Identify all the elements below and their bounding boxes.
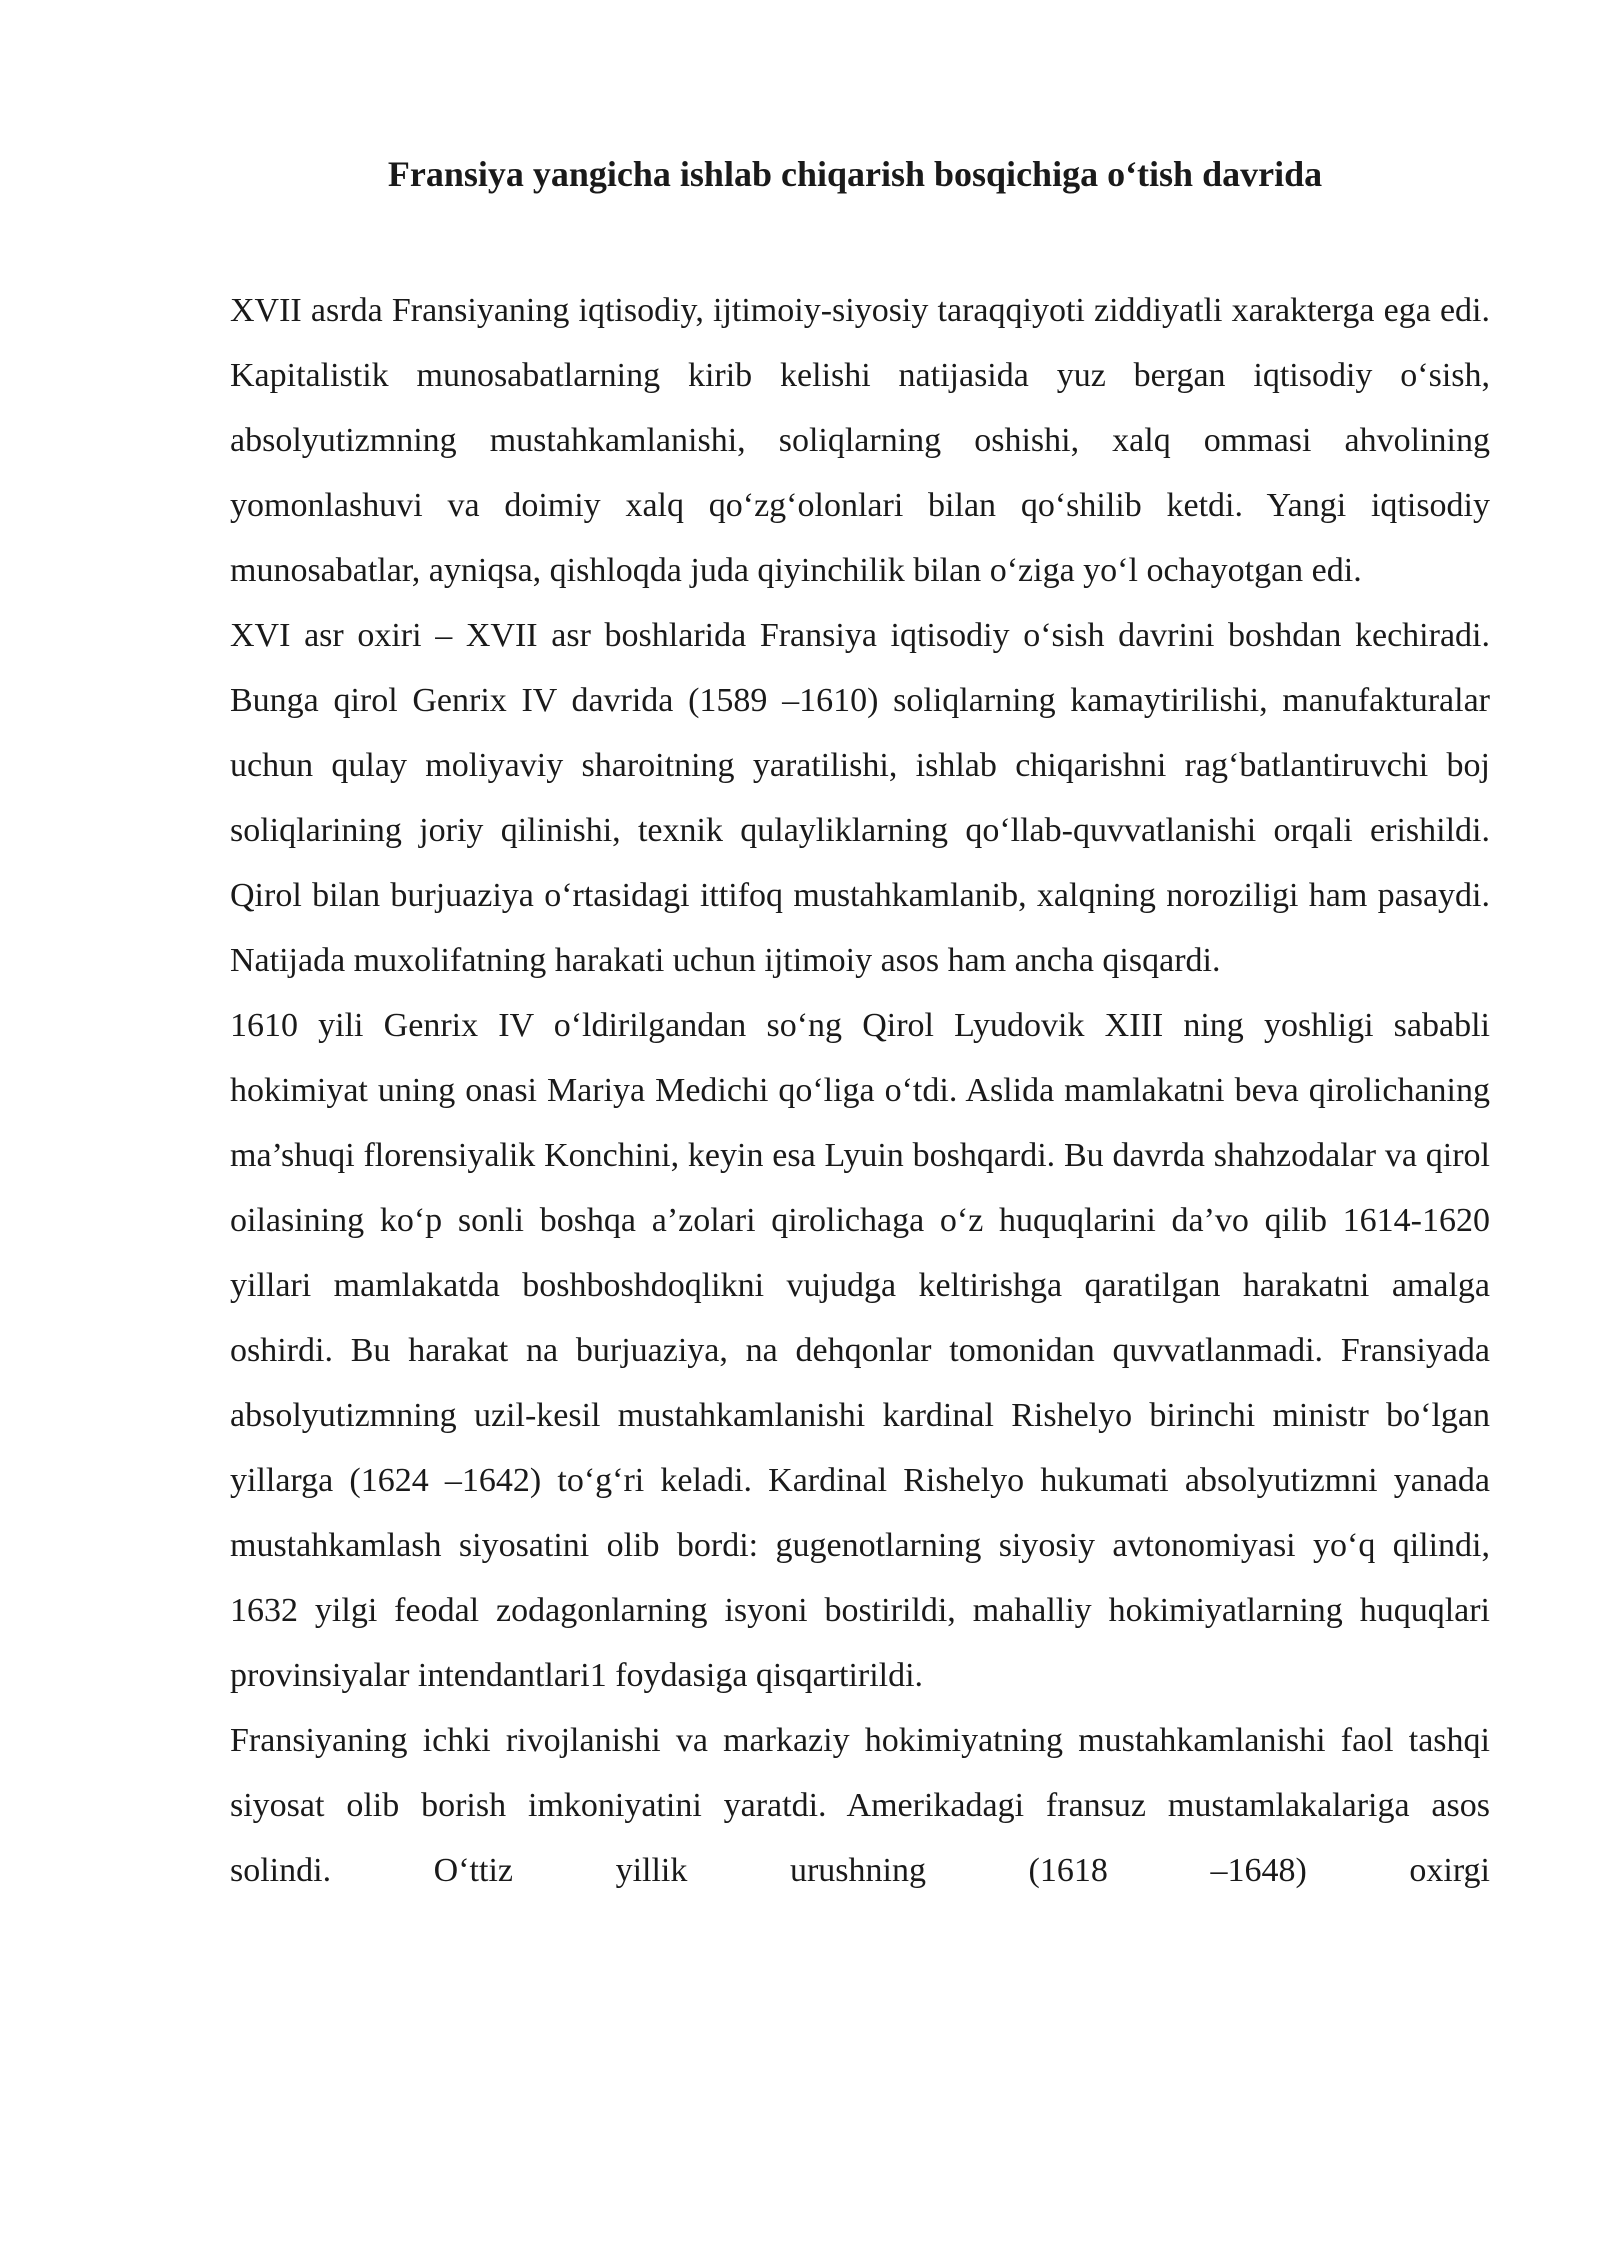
document-body bbox=[230, 278, 1490, 1903]
paragraph-3: 1610 yili Genrix IV o‘ldirilgandan so‘ng Qirol Lyudovik XIII ning yoshligi sababli hokimiyat uning onasi Mariya Medichi qo‘liga o‘tdi. Aslida mamlakatni beva qirolichaning ma’shuqi florensiyalik Konchini, keyin esa Lyuin boshqardi. Bu davrda shahzodalar va qirol oilasining ko‘p sonli boshqa a’zolari qirolichaga o‘z huquqlarini da’vo qilib 1614-1620 yillari mamlakatda boshboshdoqlikni vujudga keltirishga qaratilgan harakatni amalga oshirdi. Bu harakat na burjuaziya, na dehqonlar tomonidan quvvatlanmadi. Fransiyada absolyutizmning uzil-kesil mustahkamlanishi kardinal Rishelyo birinchi ministr bo‘lgan yillarga (1624 –1642) to‘g‘ri keladi. Kardinal Rishelyo hukumati absolyutizmni yanada mustahkamlash siyosatini olib bordi: gugenotlarning siyosiy avtonomiyasi yo‘q qilindi, 1632 yilgi feodal zodagonlarning isyoni bostirildi, mahalliy hokimiyatlarning huquqlari provinsiyalar intendantlari1 foydasiga qisqartirildi. bbox=[230, 1007, 1490, 1694]
paragraph-2: XVI asr oxiri – XVII asr boshlarida Fransiya iqtisodiy o‘sish davrini boshdan kechiradi. Bunga qirol Genrix IV davrida (1589 –1610) soliqlarning kamaytirilishi, manufakturalar uchun qulay moliyaviy sharoitning yaratilishi, ishlab chiqarishni rag‘batlantiruvchi boj soliqlarining joriy qilinishi, texnik qulayliklarning qo‘llab-quvvatlanishi orqali erishildi. Qirol bilan burjuaziya o‘rtasidagi ittifoq mustahkamlanib, xalqning noroziligi ham pasaydi. Natijada muxolifatning harakati uchun ijtimoiy asos ham ancha qisqardi. bbox=[230, 617, 1490, 979]
paragraph-1: XVII asrda Fransiyaning iqtisodiy, ijtimoiy-siyosiy taraqqiyoti ziddiyatli xarakterga ega edi. Kapitalistik munosabatlarning kirib kelishi natijasida yuz bergan iqtisodiy o‘sish, absolyutizmning mustahkamlanishi, soliqlarning oshishi, xalq ommasi ahvolining yomonlashuvi va doimiy xalq qo‘zg‘olonlari bilan qo‘shilib ketdi. Yangi iqtisodiy munosabatlar, ayniqsa, qishloqda juda qiyinchilik bilan o‘ziga yo‘l ochayotgan edi. bbox=[230, 292, 1490, 589]
paragraph-4: Fransiyaning ichki rivojlanishi va markaziy hokimiyatning mustahkamlanishi faol tashqi siyosat olib borish imkoniyatini yaratdi. Amerikadagi fransuz mustamlakalariga asos solindi. O‘ttiz yillik urushning (1618 –1648) oxirgi bbox=[230, 1722, 1490, 1889]
document-title: Fransiya yangicha ishlab chiqarish bosqichiga o‘tish davrida bbox=[387, 154, 1323, 194]
